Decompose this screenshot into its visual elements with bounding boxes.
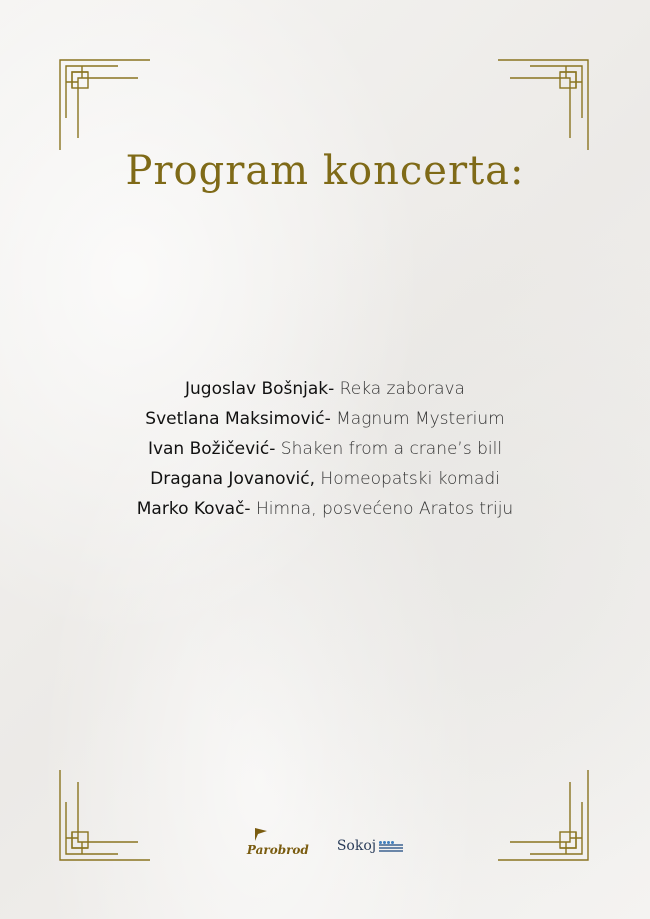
program-item xyxy=(0,464,650,494)
parobrod-logo-text: Parobrod xyxy=(246,843,309,857)
composer-name: Dragana Jovanović, xyxy=(150,469,316,489)
corner-ornament-top-left xyxy=(58,58,150,150)
composer-name: Svetlana Maksimović- xyxy=(145,409,331,429)
parobrod-logo xyxy=(247,835,309,857)
work-title: Shaken from a crane’s bill xyxy=(275,439,503,459)
flag-icon xyxy=(253,827,269,841)
sponsor-logos xyxy=(0,826,650,866)
sokoj-emblem-icon xyxy=(379,841,403,852)
work-title: Reka zaborava xyxy=(334,379,465,399)
composer-name: Jugoslav Bošnjak- xyxy=(185,379,335,399)
page-title: Program koncerta: xyxy=(125,148,525,194)
work-title: Magnum Mysterium xyxy=(330,409,505,429)
corner-ornament-top-right xyxy=(498,58,590,150)
program-item xyxy=(0,374,650,404)
program-list xyxy=(0,374,650,524)
sokoj-logo-text: Sokoj xyxy=(336,838,377,854)
program-item xyxy=(0,434,650,464)
work-title: Homeopatski komadi xyxy=(315,469,500,489)
composer-name: Ivan Božičević- xyxy=(147,439,276,459)
composer-name: Marko Kovač- xyxy=(136,499,251,519)
sokoj-logo xyxy=(337,838,403,854)
program-item xyxy=(0,404,650,434)
program-item xyxy=(0,494,650,524)
work-title: Himna, posvećeno Aratos triju xyxy=(250,499,514,519)
